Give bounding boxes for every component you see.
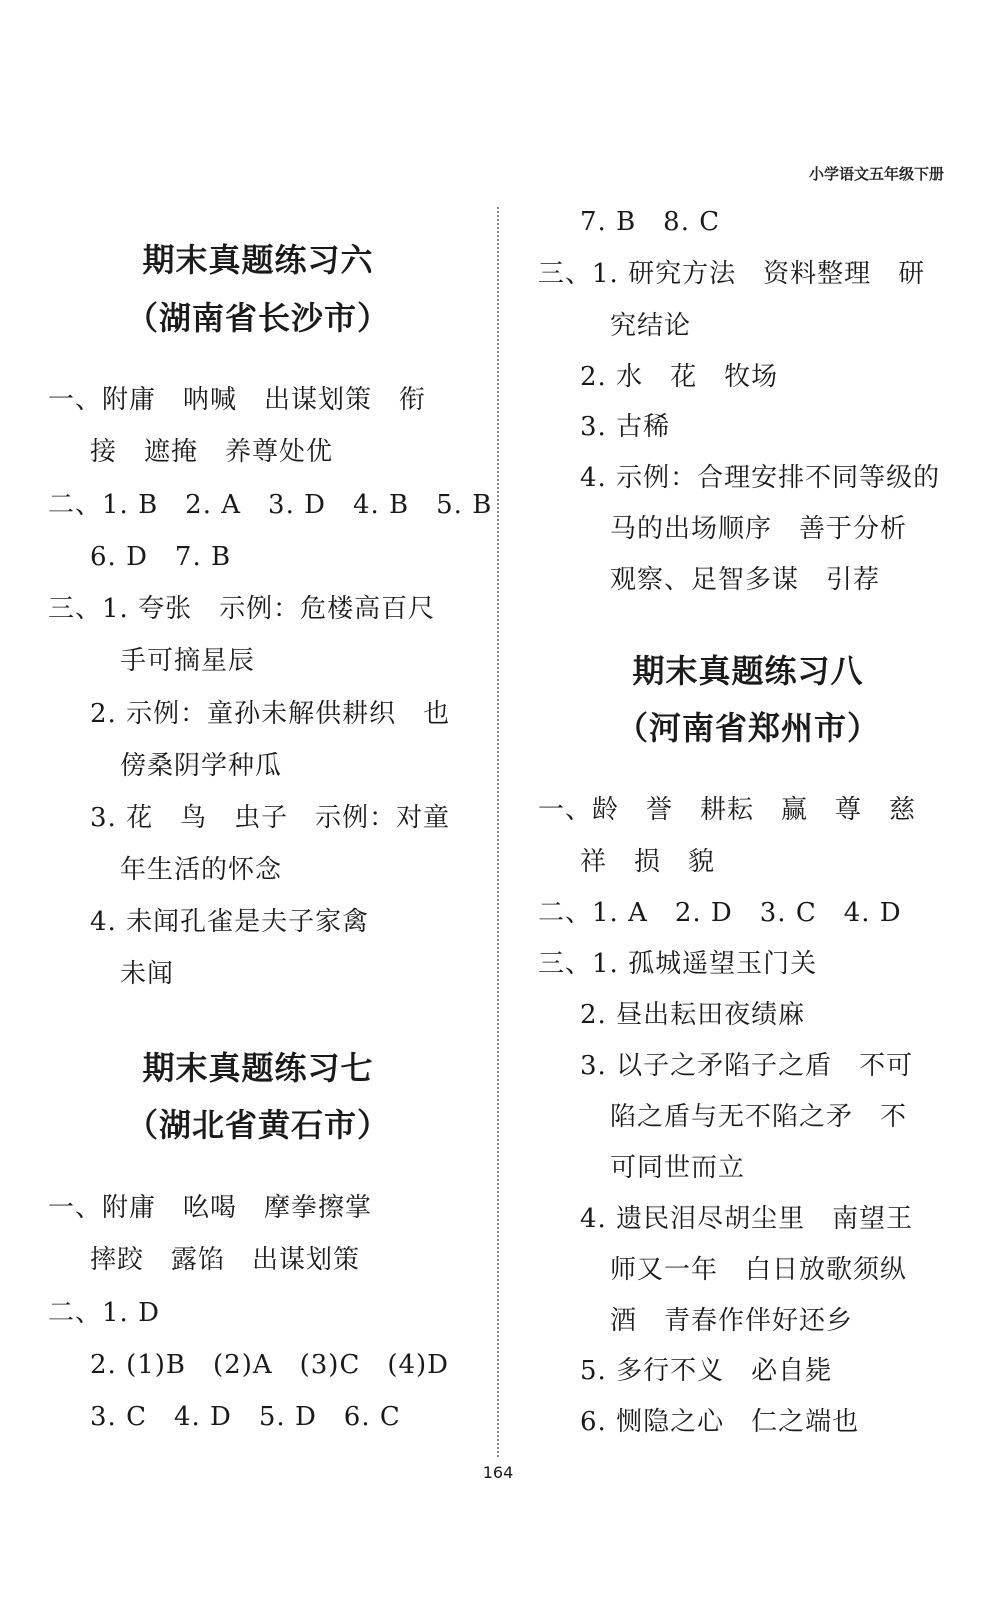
answer-line: 三、1. 孤城遥望玉门关 xyxy=(538,949,818,979)
answer-line: 年生活的怀念 xyxy=(120,855,283,885)
answer-line: 4. 遗民泪尽胡尘里 南望王 xyxy=(580,1204,914,1234)
section-6-region: （湖南省长沙市） xyxy=(125,299,390,337)
answer-line: 究结论 xyxy=(610,311,692,341)
answer-line: 2. 示例：童孙未解供耕织 也 xyxy=(90,699,451,729)
answer-line: 3. 以子之矛陷子之盾 不可 xyxy=(580,1051,914,1081)
answer-line: 7. B 8. C xyxy=(580,207,721,237)
answer-line: 摔跤 露馅 出谋划策 xyxy=(90,1245,361,1275)
section-8-title: 期末真题练习八 xyxy=(632,652,864,690)
answer-line: 2. (1)B (2)A (3)C (4)D xyxy=(90,1350,450,1380)
answer-line: 一、龄 誉 耕耘 赢 尊 慈 xyxy=(538,795,917,825)
answer-line: 三、1. 夸张 示例：危楼高百尺 xyxy=(48,594,436,624)
answer-line: 3. C 4. D 5. D 6. C xyxy=(90,1402,401,1432)
answer-line: 酒 青春作伴好还乡 xyxy=(610,1306,854,1336)
column-divider xyxy=(497,207,499,1457)
answer-line: 陷之盾与无不陷之矛 不 xyxy=(610,1102,908,1132)
answer-line: 手可摘星辰 xyxy=(120,646,256,676)
section-7-title: 期末真题练习七 xyxy=(142,1049,374,1087)
section-7-region: （湖北省黄石市） xyxy=(125,1106,390,1144)
answer-line: 2. 水 花 牧场 xyxy=(580,362,779,392)
answer-line: 二、1. A 2. D 3. C 4. D xyxy=(538,898,902,928)
answer-line: 2. 昼出耘田夜绩麻 xyxy=(580,1000,806,1030)
book-title: 小学语文五年级下册 xyxy=(808,165,944,183)
answer-line: 马的出场顺序 善于分析 xyxy=(610,514,908,544)
answer-line: 三、1. 研究方法 资料整理 研 xyxy=(538,259,926,289)
answer-line: 傍桑阴学种瓜 xyxy=(120,751,283,781)
answer-line: 可同世而立 xyxy=(610,1153,746,1183)
page-number: 164 xyxy=(482,1463,514,1482)
answer-line: 接 遮掩 养尊处优 xyxy=(90,437,334,467)
answer-line: 一、附庸 呐喊 出谋划策 衔 xyxy=(48,385,427,415)
answer-line: 二、1. B 2. A 3. D 4. B 5. B xyxy=(48,490,493,520)
answer-line: 6. 恻隐之心 仁之端也 xyxy=(580,1407,860,1437)
section-6-title: 期末真题练习六 xyxy=(142,241,374,279)
answer-line: 4. 未闻孔雀是夫子家禽 xyxy=(90,907,370,937)
answer-line: 二、1. D xyxy=(48,1298,160,1328)
answer-line: 3. 花 鸟 虫子 示例：对童 xyxy=(90,803,451,833)
section-8-region: （河南省郑州市） xyxy=(615,709,880,747)
answer-line: 4. 示例：合理安排不同等级的 xyxy=(580,463,941,493)
answer-line: 观察、足智多谋 引荐 xyxy=(610,565,881,595)
answer-line: 3. 古稀 xyxy=(580,412,671,442)
answer-line: 未闻 xyxy=(120,959,175,989)
answer-line: 5. 多行不义 必自毙 xyxy=(580,1356,833,1386)
answer-line: 祥 损 貌 xyxy=(580,847,716,877)
answer-line: 6. D 7. B xyxy=(90,542,232,572)
answer-line: 一、附庸 吆喝 摩拳擦掌 xyxy=(48,1193,373,1223)
answer-line: 师又一年 白日放歌须纵 xyxy=(610,1255,908,1285)
